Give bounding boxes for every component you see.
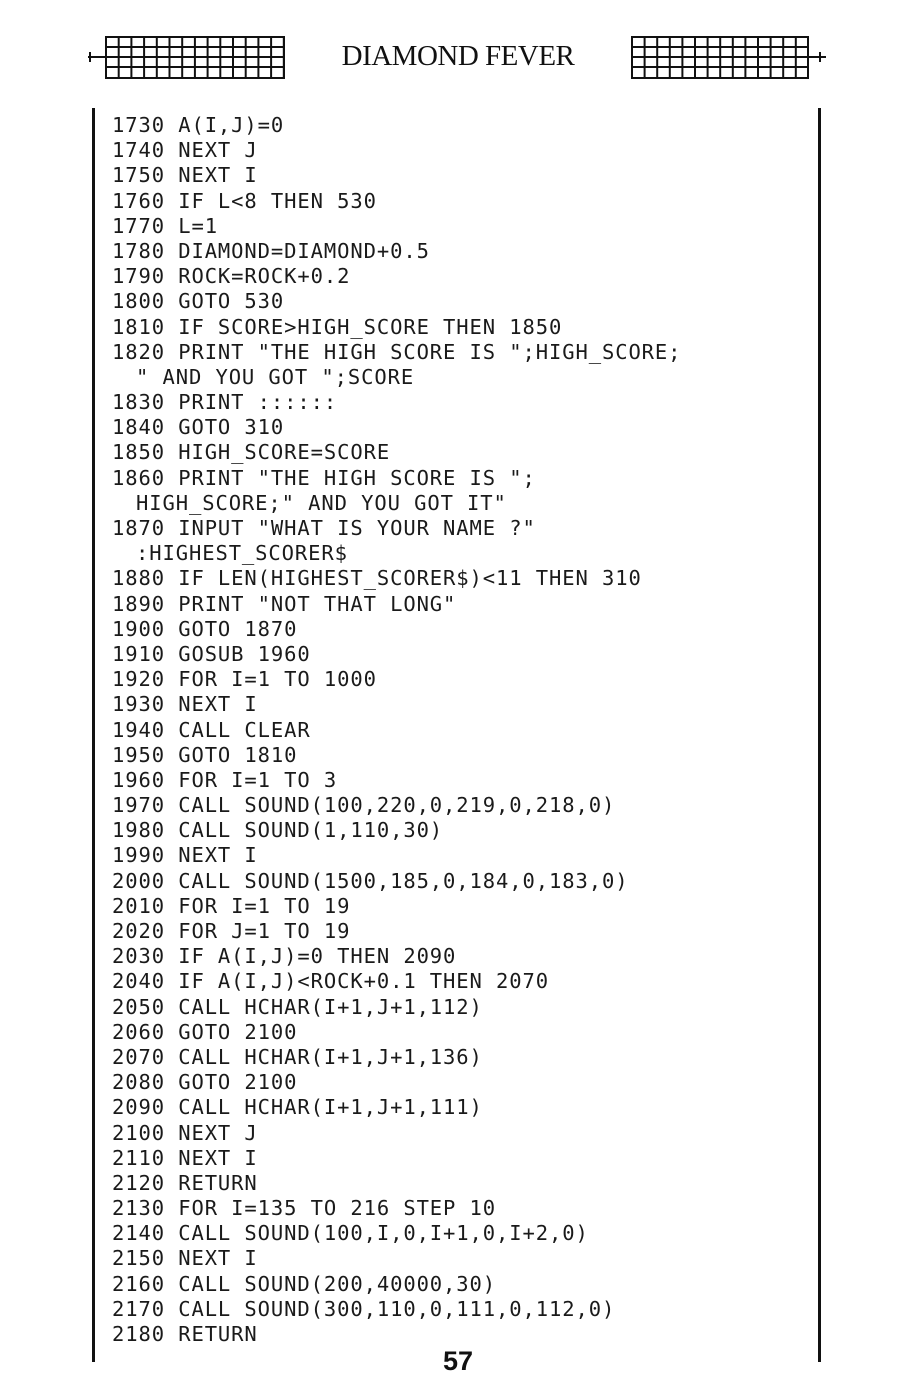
code-line: 2160 CALL SOUND(200,40000,30) — [112, 1271, 497, 1296]
chapter-title: DIAMOND FEVER — [341, 39, 575, 72]
code-line: " AND YOU GOT ";SCORE — [136, 364, 415, 389]
code-line: 2010 FOR I=1 TO 19 — [112, 893, 351, 918]
code-line: 2140 CALL SOUND(100,I,0,I+1,0,I+2,0) — [112, 1221, 589, 1246]
code-line: 1750 NEXT I — [112, 163, 258, 188]
code-line: 1830 PRINT :::::: — [112, 390, 338, 415]
header-left-grid-ornament — [88, 36, 286, 80]
code-line: HIGH_SCORE;" AND YOU GOT IT" — [136, 490, 507, 515]
code-line: 2020 FOR J=1 TO 19 — [112, 919, 351, 943]
code-line: 2030 IF A(I,J)=0 THEN 2090 — [112, 944, 457, 969]
code-line: 1890 PRINT "NOT THAT LONG" — [112, 591, 457, 616]
code-line: 1760 IF L<8 THEN 530 — [112, 188, 377, 213]
code-line: 1910 GOSUB 1960 — [112, 641, 311, 666]
code-line: 1780 DIAMOND=DIAMOND+0.5 — [112, 238, 430, 263]
code-line: 1850 HIGH_SCORE=SCORE — [112, 440, 391, 465]
code-line: 1800 GOTO 530 — [112, 289, 285, 314]
right-margin-rule — [818, 108, 821, 1362]
code-line: 1740 NEXT J — [112, 138, 258, 163]
code-line: 1820 PRINT "THE HIGH SCORE IS ";HIGH_SCORE; — [112, 339, 682, 364]
code-line: 2150 NEXT I — [112, 1246, 258, 1271]
code-line: 1880 IF LEN(HIGHEST_SCORER$)<11 THEN 310 — [112, 566, 642, 591]
page-header — [0, 0, 916, 100]
code-line: 1960 FOR I=1 TO 3 — [112, 767, 338, 792]
code-line: 2070 CALL HCHAR(I+1,J+1,136) — [112, 1044, 483, 1069]
code-line: 1990 NEXT I — [112, 843, 258, 868]
code-line: 2180 RETURN — [112, 1322, 258, 1346]
header-right-grid-ornament — [630, 36, 828, 80]
code-line: 2040 IF A(I,J)<ROCK+0.1 THEN 2070 — [112, 969, 549, 994]
code-line: 1930 NEXT I — [112, 692, 258, 717]
code-line: 1950 GOTO 1810 — [112, 742, 298, 767]
code-line: 1790 ROCK=ROCK+0.2 — [112, 264, 351, 289]
code-line: 2170 CALL SOUND(300,110,0,111,0,112,0) — [112, 1296, 616, 1321]
code-line: 1940 CALL CLEAR — [112, 717, 311, 742]
page-number: 57 — [442, 1346, 474, 1376]
code-line: 2100 NEXT J — [112, 1120, 258, 1145]
code-line: 1920 FOR I=1 TO 1000 — [112, 667, 377, 692]
basic-code-listing — [112, 113, 802, 1347]
code-line: 1730 A(I,J)=0 — [112, 113, 285, 137]
code-line: 1860 PRINT "THE HIGH SCORE IS "; — [112, 465, 536, 490]
code-line: 1840 GOTO 310 — [112, 415, 285, 440]
code-line: 2050 CALL HCHAR(I+1,J+1,112) — [112, 994, 483, 1019]
code-line: 1870 INPUT "WHAT IS YOUR NAME ?" — [112, 516, 536, 540]
code-line: 1900 GOTO 1870 — [112, 616, 298, 641]
code-line: 1770 L=1 — [112, 213, 218, 238]
code-line: 1810 IF SCORE>HIGH_SCORE THEN 1850 — [112, 314, 563, 339]
code-line: :HIGHEST_SCORER$ — [136, 541, 348, 566]
code-line: 2090 CALL HCHAR(I+1,J+1,111) — [112, 1095, 483, 1120]
left-margin-rule — [92, 108, 95, 1362]
code-line: 1970 CALL SOUND(100,220,0,219,0,218,0) — [112, 793, 616, 818]
code-line: 2000 CALL SOUND(1500,185,0,184,0,183,0) — [112, 868, 629, 893]
code-line: 2110 NEXT I — [112, 1145, 258, 1170]
code-line: 2060 GOTO 2100 — [112, 1019, 298, 1044]
code-line: 2120 RETURN — [112, 1170, 258, 1195]
code-line: 2130 FOR I=135 TO 216 STEP 10 — [112, 1196, 497, 1221]
code-line: 1980 CALL SOUND(1,110,30) — [112, 818, 444, 843]
code-line: 2080 GOTO 2100 — [112, 1070, 298, 1095]
